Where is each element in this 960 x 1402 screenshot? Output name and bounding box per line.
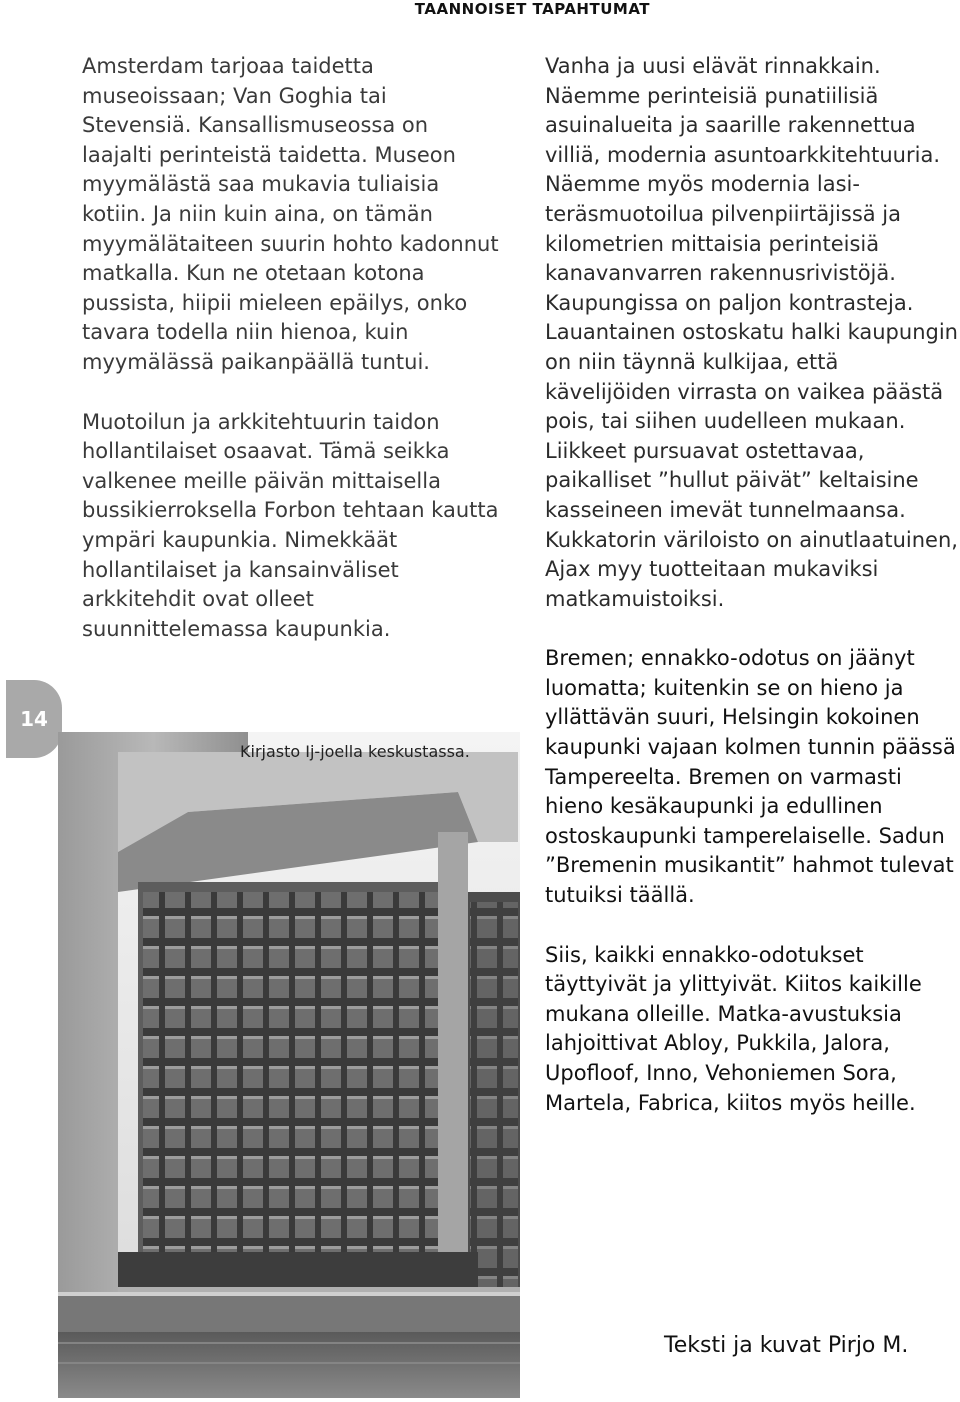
left-paragraph-2: Muotoilun ja arkkitehtuurin taidon hollantilaiset osaavat. Tämä seikka valkenee meille päivän mittaisella bussikierroksella Forbon tehtaan kautta ympäri kaupunkia. Nimekkäät hollantilaiset ja kansainväliset arkkitehdit ovat olleet suunnittelemassa kaupunkia. (82, 409, 499, 641)
author-credit: Teksti ja kuvat Pirjo M. (664, 1333, 909, 1358)
page-number (6, 680, 62, 758)
page-number-label: 14 (20, 707, 48, 731)
right-paragraph-1: Vanha ja uusi elävät rinnakkain. Näemme perinteisiä punatiilisiä asuinalueita ja saarille rakennettua villiä, modernia asuntoarkkitehtuuria. Näemme myös modernia lasi-teräsmuotoilua pilvenpiirtäjissä ja kilometrien mittaisia perinteisiä kanavanvarren rakennusrivistöjä. Kaupungissa on paljon kontrasteja. Lauantainen ostoskatu halki kaupungin on niin täynnä kulkijaa, että kävelijöiden virrasta on vaikea päästä pois, tai siihen uudelleen mukaan. Liikkeet pursuavat ostettavaa, paikalliset ”hullut päivät” keltaisine kasseineen imevät tunnelmaansa. Kukkatorin väriloisto on ainutlaatuinen, Ajax myy tuotteitaan mukaviksi matkamuistoiksi. (545, 54, 958, 611)
library-building-image (58, 732, 520, 1398)
right-paragraph-2: Bremen; ennakko-odotus on jäänyt luomatta; kuitenkin se on hieno ja yllättävän suuri, Helsingin kokoinen kaupunki vajaan kolmen tunnin päässä Tampereelta. Bremen on varmasti hieno kesäkaupunki ja edullinen ostoskaupunki tamperelaiselle. Sadun ”Bremenin musikantit” hahmot tulevat tutuiksi täällä. (545, 646, 956, 908)
section-header: TAANNOISET TAPAHTUMAT (414, 0, 650, 18)
left-paragraph-1: Amsterdam tarjoaa taidetta museoissaan; Van Goghia tai Stevensiä. Kansallismuseossa on laajalti perinteistä taidetta. Museon myymälästä saa mukavia tuliaisia kotiin. Ja niin kuin aina, on tämän myymälätaiteen suurin hohto kadonnut matkalla. Kun ne otetaan kotona pussista, hiipii mieleen epäilys, onko tavara todella niin hienoa, kuin myymälässä paikanpäällä tuntui. (82, 54, 499, 374)
right-paragraph-3: Siis, kaikki ennakko-odotukset täyttyivät ja ylittyivät. Kiitos kaikille mukana olleille. Matka-avustuksia lahjoittivat Abloy, Pukkila, Jalora, Upofloof, Inno, Vehoniemen Sora, Martela, Fabrica, kiitos myös heille. (545, 942, 922, 1115)
right-column (545, 52, 960, 1118)
photo-caption: Kirjasto Ij-joella keskustassa. (240, 742, 470, 761)
left-column (82, 52, 502, 644)
library-photo (58, 732, 520, 1398)
